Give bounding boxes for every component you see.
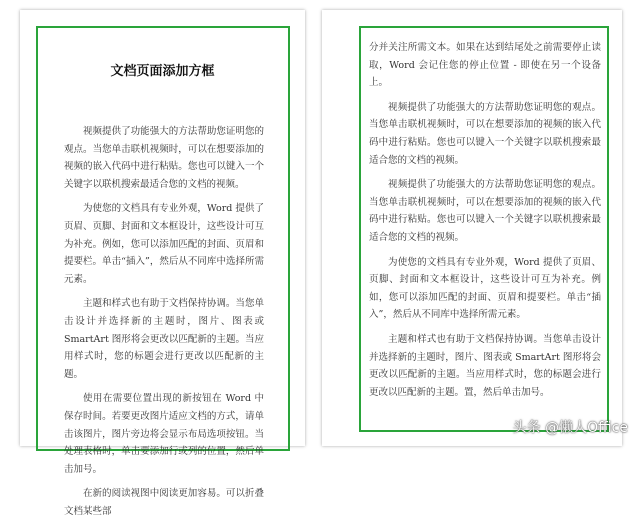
paragraph[interactable]: 视频提供了功能强大的方法帮助您证明您的观点。当您单击联机视频时，可以在想要添加的视频的嵌入代码中进行粘贴。您也可以键入一个关键字以联机搜索最适合您的文档的视频。 <box>369 179 601 243</box>
paragraph[interactable]: 在新的阅读视图中阅读更加容易。可以折叠文档某些部 <box>64 488 264 517</box>
document-title: 文档页面添加方框 <box>110 64 215 79</box>
paragraph[interactable]: 主题和样式也有助于文档保持协调。当您单击设计并选择新的主题时，图片、图表或 SmartArt 图形将会更改以匹配新的主题。当应用样式时，您的标题会进行更改以匹配新的主题。 <box>64 298 264 380</box>
watermark-text: 头条 @懒人Office <box>512 420 628 436</box>
paragraph[interactable]: 使用在需要位置出现的新按钮在 Word 中保存时间。若要更改图片适应文档的方式，请单击该图片，图片旁边将会显示布局选项按钮。当处理表格时，单击要添加行或列的位置，然后单击加号。 <box>64 393 264 475</box>
page-body-text[interactable] <box>64 123 264 527</box>
paragraph[interactable]: 主题和样式也有助于文档保持协调。当您单击设计并选择新的主题时，图片、图表或 SmartArt 图形将会更改以匹配新的主题。当应用样式时，您的标题会进行更改以匹配新的主题。置，然后单击加号。 <box>369 333 601 398</box>
paragraph-continued[interactable]: 分并关注所需文本。如果在达到结尾处之前需要停止读取，Word 会记住您的停止位置 - 即使在另一个设备上。 <box>369 42 601 89</box>
paragraph[interactable]: 视频提供了功能强大的方法帮助您证明您的观点。当您单击联机视频时，可以在想要添加的视频的嵌入代码中进行粘贴。您也可以键入一个关键字以联机搜索最适合您的文档的视频。 <box>369 101 601 166</box>
document-page-right <box>322 10 622 446</box>
paragraph[interactable]: 为使您的文档具有专业外观，Word 提供了页眉、页脚、封面和文本框设计，这些设计可互为补充。例如，您可以添加匹配的封面、页眉和提要栏。单击“插入”，然后从不同库中选择所需元素。 <box>64 203 264 285</box>
page-body-text[interactable] <box>369 39 601 408</box>
paragraph[interactable]: 视频提供了功能强大的方法帮助您证明您的观点。当您单击联机视频时，可以在想要添加的视频的嵌入代码中进行粘贴。您也可以键入一个关键字以联机搜索最适合您的文档的视频。 <box>64 126 264 190</box>
paragraph[interactable]: 为使您的文档具有专业外观，Word 提供了页眉、页脚、封面和文本框设计，这些设计可互为补充。例如，您可以添加匹配的封面、页眉和提要栏。单击“插入”，然后从不同库中选择所需元素。 <box>369 256 601 321</box>
document-page-left <box>20 10 305 517</box>
